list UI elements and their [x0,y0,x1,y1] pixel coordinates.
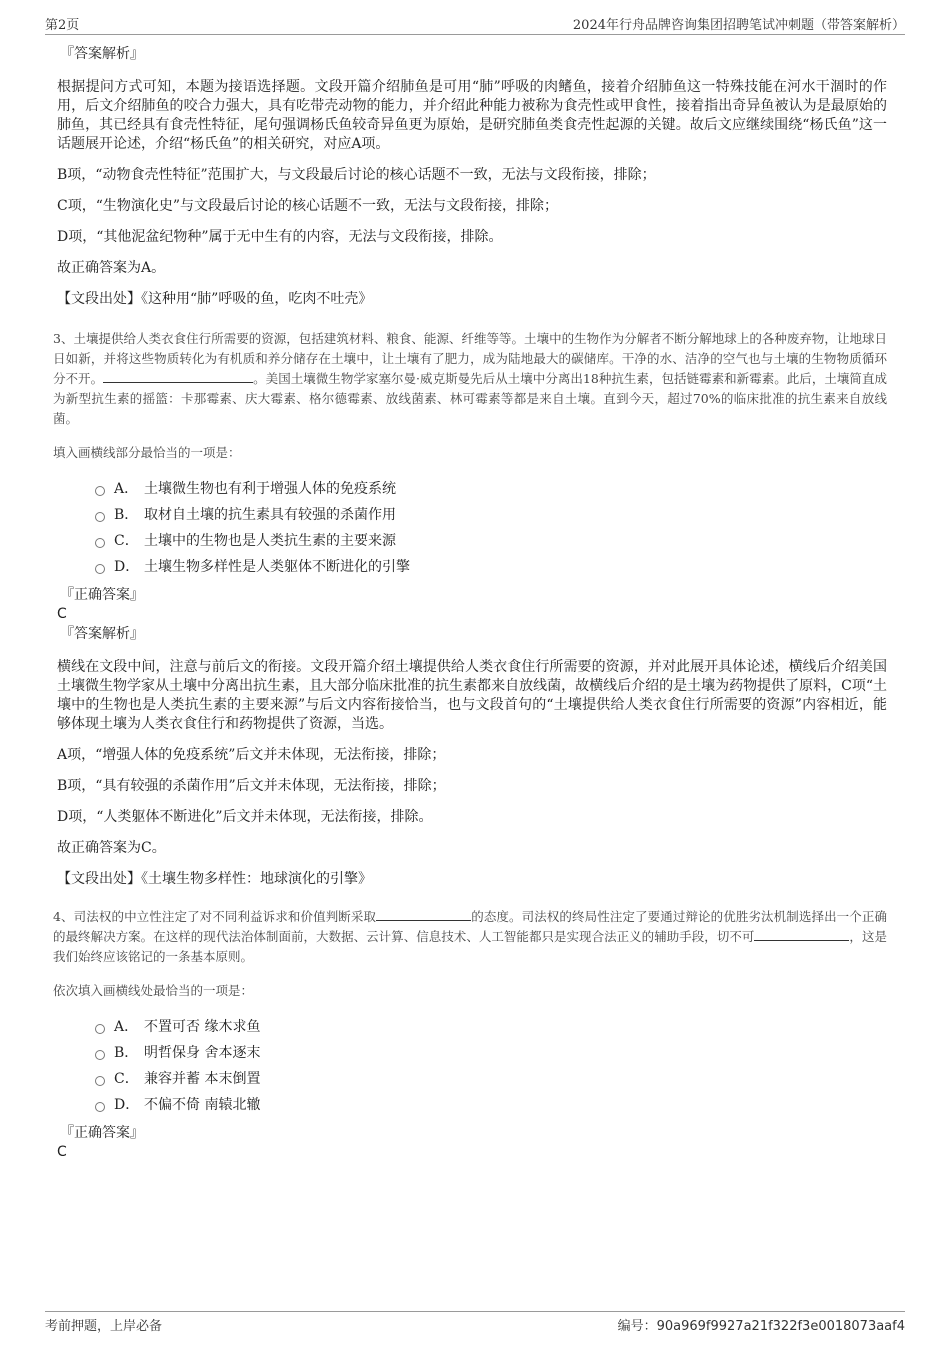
q2-analysis-label: 『答案解析』 [60,46,144,62]
q3-answer: C [57,606,67,622]
q3-conclusion: 故正确答案为C。 [57,840,166,856]
q4-options [95,1013,887,1117]
radio-icon[interactable] [95,538,105,548]
radio-icon[interactable] [95,564,105,574]
q3-question-text: 3、土壤提供给人类衣食住行所需要的资源，包括建筑材料、粮食、能源、纤维等等。土壤中的生物作为分解者不断分解地球上的各种废弃物，让地球日日如新，并将这些物质转化为有机质和养分储存在土壤中，让土壤有了肥力，成为陆地最大的碳储库。干净的水、洁净的空气也与土壤的生物物质循环分不开。 。美国土壤微生物学家塞尔曼·威克斯曼先后从土壤中分离出18种抗生素，包括链霉素和新霉素。此后，土壤简直成为新型抗生素的摇篮：卡那霉素、庆大霉素、格尔德霉素、放线菌素、林可霉素等都是来自土壤。直到今天，超过70%的临床批准的抗生素来自放线菌。 [53,331,887,426]
q2-conclusion: 故正确答案为A。 [57,260,166,276]
q2-option-d-explanation: D项，“其他泥盆纪物种”属于无中生有的内容，无法与文段衔接，排除。 [57,229,503,245]
q4-question-text: 4、司法权的中立性注定了对不同利益诉求和价值判断采取 的态度。司法权的终局性注定了要通过辩论的优胜劣汰机制选择出一个正确的最终解决方案。在这样的现代法治体制面前，大数据、云计算、信息技术、人工智能都只是实现合法正义的辅助手段，切不可 ，这是我们始终应该铭记的一条基本原则。 [53,909,887,964]
q3-option-b-explanation: B项，“具有较强的杀菌作用”后文并未体现，无法衔接，排除； [57,778,446,794]
q3-option-a[interactable]: A． 土壤微生物也有利于增强人体的免疫系统 [95,475,887,501]
q3-block [53,329,887,889]
q3-option-a-explanation: A项，“增强人体的免疫系统”后文并未体现，无法衔接，排除； [57,747,446,763]
q2-option-b-explanation: B项，“动物食壳性特征”范围扩大，与文段最后讨论的核心话题不一致，无法与文段衔接，排除； [57,167,656,183]
q2-analysis-text: 根据提问方式可知，本题为接语选择题。文段开篇介绍肺鱼是可用“肺”呼吸的肉鳍鱼，接着介绍肺鱼这一特殊技能在河水干涸时的作用，后文介绍肺鱼的咬合力强大，具有吃带壳动物的能力，并介绍此种能力被称为食壳性或甲食性，接着指出奇异鱼被认为是最原始的肺鱼，其已经具有食壳性特征，尾句强调杨氏鱼较奇异鱼更为原始，是研究肺鱼类食壳性起源的关键。故后文应继续围绕“杨氏鱼”这一话题展开论述，介绍“杨氏鱼”的相关研究，对应A项。 [57,79,887,152]
page-header [45,14,905,35]
q4-answer-label: 『正确答案』 [60,1125,144,1141]
q3-analysis-text: 横线在文段中间，注意与前后文的衔接。文段开篇介绍土壤提供给人类衣食住行所需要的资源，并对此展开具体论述，横线后介绍美国土壤微生物学家从土壤中分离出抗生素，且大部分临床批准的抗生素都来自放线菌，故横线后介绍的是土壤为药物提供了原料，C项“土壤中的生物也是人类抗生素的主要来源”与后文内容衔接恰当，也与文段首句的“土壤提供给人类衣食住行所需要的资源”内容相近，能够体现土壤为人类衣食住行和药物提供了资源，当选。 [57,659,887,732]
q3-option-d-explanation: D项，“人类躯体不断进化”后文并未体现，无法衔接，排除。 [57,809,433,825]
q2-source: 【文段出处】《这种用“肺”呼吸的鱼，吃肉不吐壳》 [57,291,373,307]
q3-analysis-label: 『答案解析』 [60,626,144,642]
q4-answer: C [57,1144,67,1160]
q2-option-c-explanation: C项，“生物演化史”与文段最后讨论的核心话题不一致，无法与文段衔接，排除； [57,198,559,214]
q4-option-b[interactable]: B． 明哲保身 舍本逐末 [95,1039,887,1065]
radio-icon[interactable] [95,486,105,496]
q3-options [95,475,887,579]
page-content [53,44,887,1162]
q4-prompt: 依次填入画横线处最恰当的一项是： [53,983,254,998]
footer-code: 编号：90a969f9927a21f322f3e0018073aaf4 [617,1319,905,1334]
q3-option-d[interactable]: D． 土壤生物多样性是人类躯体不断进化的引擎 [95,553,887,579]
radio-icon[interactable] [95,1050,105,1060]
q3-option-c[interactable]: C． 土壤中的生物也是人类抗生素的主要来源 [95,527,887,553]
q4-blank-1 [376,908,471,921]
radio-icon[interactable] [95,1102,105,1112]
q4-option-a[interactable]: A． 不置可否 缘木求鱼 [95,1013,887,1039]
q3-prompt: 填入画横线部分最恰当的一项是： [53,445,241,460]
document-title: 2024年行舟品牌咨询集团招聘笔试冲刺题（带答案解析） [572,18,905,33]
radio-icon[interactable] [95,1024,105,1034]
q4-option-d[interactable]: D． 不偏不倚 南辕北辙 [95,1091,887,1117]
q3-source: 【文段出处】《土壤生物多样性：地球演化的引擎》 [57,871,372,887]
q4-option-c[interactable]: C． 兼容并蓄 本末倒置 [95,1065,887,1091]
q3-answer-label: 『正确答案』 [60,587,144,603]
footer-slogan: 考前押题，上岸必备 [45,1319,163,1334]
radio-icon[interactable] [95,512,105,522]
page-footer [45,1311,905,1335]
radio-icon[interactable] [95,1076,105,1086]
q3-blank [103,370,253,383]
q4-blank-2 [754,928,849,941]
page-number: 第2页 [45,18,80,33]
q3-option-b[interactable]: B． 取材自土壤的抗生素具有较强的杀菌作用 [95,501,887,527]
q4-block [53,907,887,1162]
